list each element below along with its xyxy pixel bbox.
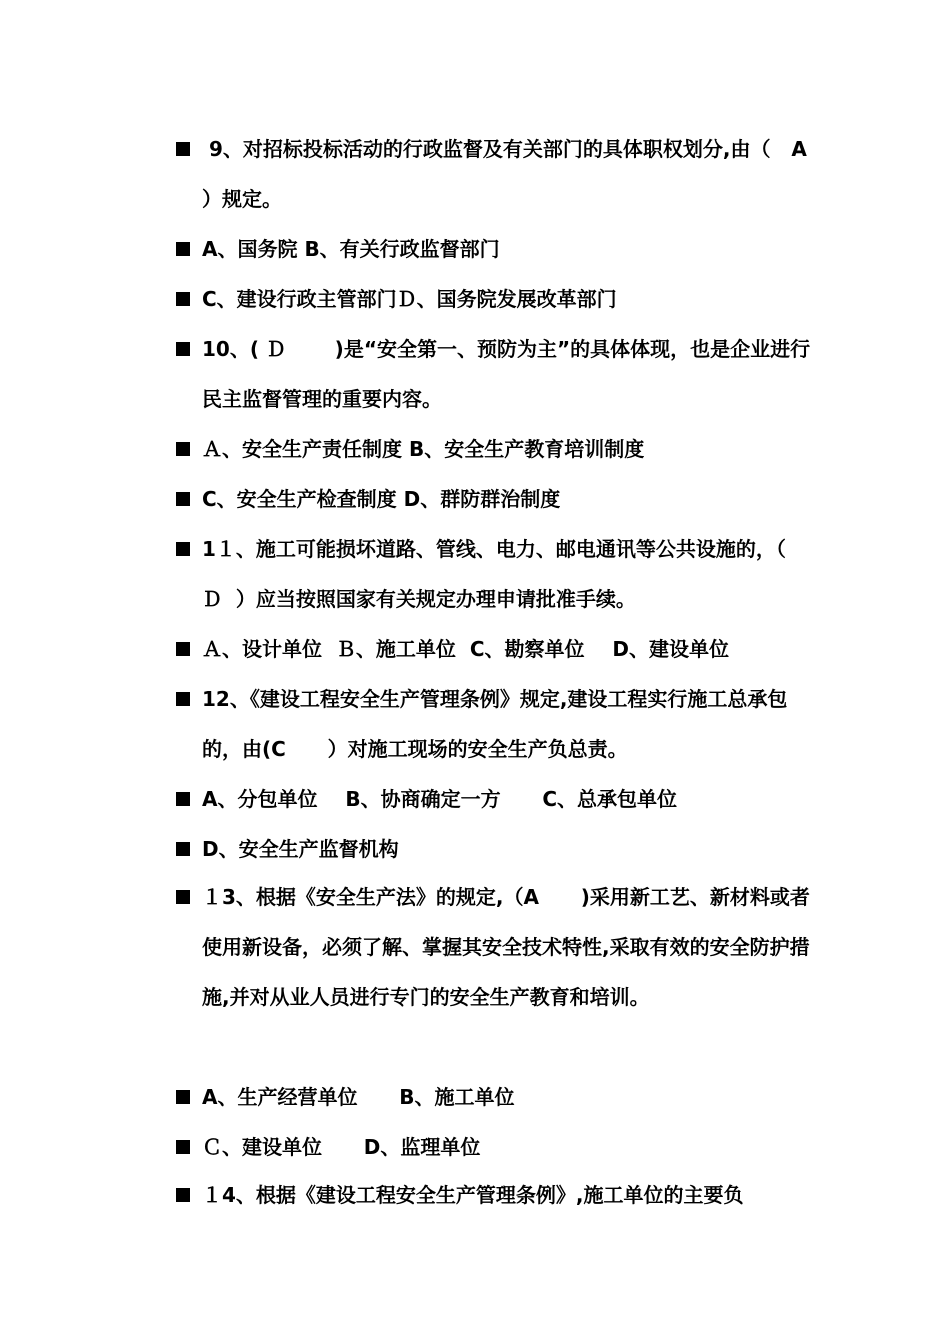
list-item: [176, 872, 816, 1022]
square-bullet-icon: [176, 642, 190, 656]
question-text: １3、根据《安全生产法》的规定,（A )采用新工艺、新材料或者使用新设备，必须了解、掌握其安全技术特性,采取有效的安全防护措施,并对从业人员进行专门的安全生产教育和培训。: [202, 885, 810, 1009]
square-bullet-icon: [176, 442, 190, 456]
list-item: [176, 424, 816, 474]
list-item: [176, 1170, 816, 1220]
list-item: [176, 124, 828, 224]
list-item: [176, 274, 816, 324]
square-bullet-icon: [176, 692, 190, 706]
square-bullet-icon: [176, 842, 190, 856]
list-item: [176, 524, 816, 624]
square-bullet-icon: [176, 292, 190, 306]
question-text: 12、《建设工程安全生产管理条例》规定,建设工程实行施工总承包的，由(C ）对施工现场的安全生产负总责。: [202, 687, 788, 761]
list-item: [176, 624, 816, 674]
option-text: Ａ、安全生产责任制度 B、安全生产教育培训制度: [202, 437, 645, 461]
option-text: C、建设行政主管部门Ｄ、国务院发展改革部门: [202, 287, 617, 311]
list-item: [176, 774, 816, 824]
option-text: A、生产经营单位 B、施工单位: [202, 1085, 515, 1109]
square-bullet-icon: [176, 142, 190, 156]
square-bullet-icon: [176, 242, 190, 256]
question-text: 1１、施工可能损坏道路、管线、电力、邮电通讯等公共设施的，（ Ｄ ）应当按照国家有关规定办理申请批准手续。: [202, 537, 800, 611]
list-item: [176, 824, 816, 874]
question-text: 9、对招标投标活动的行政监督及有关部门的具体职权划分,由（ A ）规定。: [202, 137, 828, 211]
list-item: [176, 324, 816, 424]
list-item: [176, 674, 816, 774]
list-item: [176, 474, 816, 524]
list-item: [176, 1122, 816, 1172]
option-text: D、安全生产监督机构: [202, 837, 399, 861]
option-text: C、安全生产检查制度 D、群防群治制度: [202, 487, 561, 511]
square-bullet-icon: [176, 1090, 190, 1104]
square-bullet-icon: [176, 1188, 190, 1202]
square-bullet-icon: [176, 492, 190, 506]
square-bullet-icon: [176, 342, 190, 356]
option-text: Ｃ、建设单位 D、监理单位: [202, 1135, 481, 1159]
square-bullet-icon: [176, 792, 190, 806]
list-item: [176, 224, 816, 274]
option-text: A、国务院 B、有关行政监督部门: [202, 237, 500, 261]
option-text: A、分包单位 B、协商确定一方 C、总承包单位: [202, 787, 678, 811]
question-text: １4、根据《建设工程安全生产管理条例》,施工单位的主要负: [202, 1183, 744, 1207]
square-bullet-icon: [176, 890, 190, 904]
square-bullet-icon: [176, 1140, 190, 1154]
question-text: 10、( Ｄ )是“安全第一、预防为主”的具体体现，也是企业进行民主监督管理的重要内容。: [202, 337, 811, 411]
option-text: Ａ、设计单位 Ｂ、施工单位 C、勘察单位 D、建设单位: [202, 637, 729, 661]
square-bullet-icon: [176, 542, 190, 556]
list-item: [176, 1072, 816, 1122]
